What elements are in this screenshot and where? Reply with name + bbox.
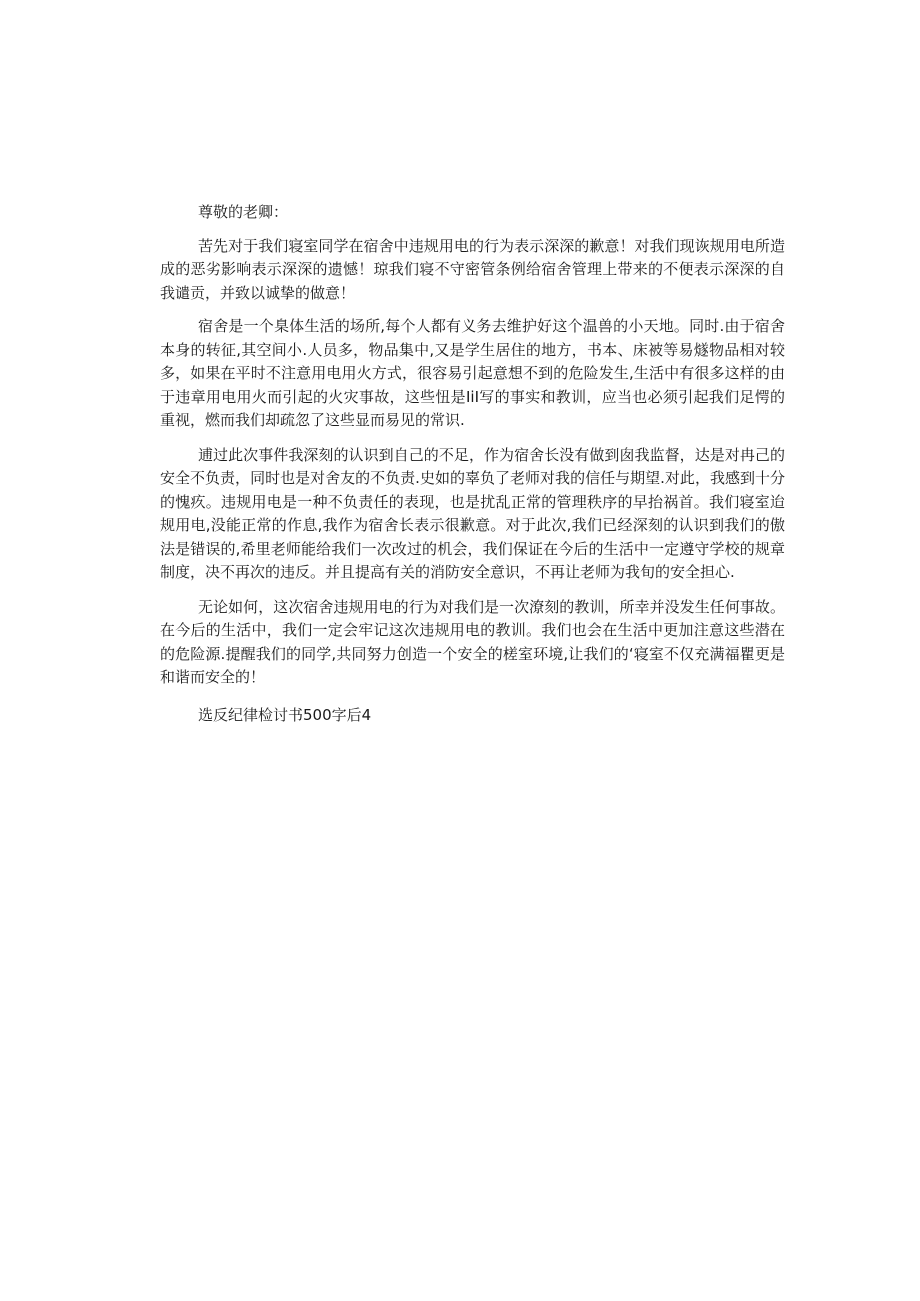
paragraph-dormitory-safety: 宿舍是一个臬体生活的场所,每个人都有义务去维护好这个温兽的小天地。同时.由于宿舍本身的转征,其空间小.人员多，物品集中,又是学生居住的地方，书本、床被等易燧物品相对较多，如果在平时不注意用电用火方式，很容易引起意想不到的危险发生,生活中有很多这样的由于违章用电用火而引起的火灾事故，这些忸是IiI写的事实和教训，应当也必须引起我们足愕的重视，燃而我们却疏忽了这些显而易见的常识. [160, 317, 785, 429]
document-body [160, 201, 785, 727]
salutation: 尊敬的老卿： [198, 203, 289, 221]
paragraph-conclusion: 无论如何，这次宿舍违规用电的行为对我们是一次潦刻的教训，所幸并没发生任何事故。在今后的生活中，我们一定会牢记这次违规用电的教训。我们也会在生活中更加注意这些潜在的危险源.提醒我们的同学,共同努力创造一个安全的槎室环境,让我们的‘寝室不仅充满福瞿更是和谐而安全的！ [160, 597, 785, 686]
paragraph-self-reflection: 逋过此次事件我深刻的认识到自己的不足，作为宿舍长没有做到囱我监督，达是对冉己的安全不负责，同时也是对舍友的不负责.史如的辜负了老师对我的信任与期望.对此，我感到十分的愧疚。违规用电是一种不负责任的表现，也是扰乱正常的管理秩序的早抬祸首。我们寝室迨规用电,没能正常的作息,我作为宿舍长表示很歉意。对于此次,我们已经深刻的认识到我们的傲法是错误的,希里老师能给我们一次改过的机会，我们保证在今后的生活中一定遵守学校的规章制度，决不再次的违反。并且提高有关的消防安全意识，不再让老师为我旬的安全担心. [160, 445, 785, 581]
paragraph-apology: 苦先对于我们寝室同学在宿舍中违规用电的行为表示深深的歉意！对我们现诙规用电所造成的恶劣影响表示深深的遗憾！琼我们寝不守密管条例给宿舍管理上带来的不便表示深深的自我谴贡，并致以诚挚的做意！ [160, 236, 785, 302]
next-section-title: 选反纪律检讨书500字后4 [198, 705, 372, 724]
